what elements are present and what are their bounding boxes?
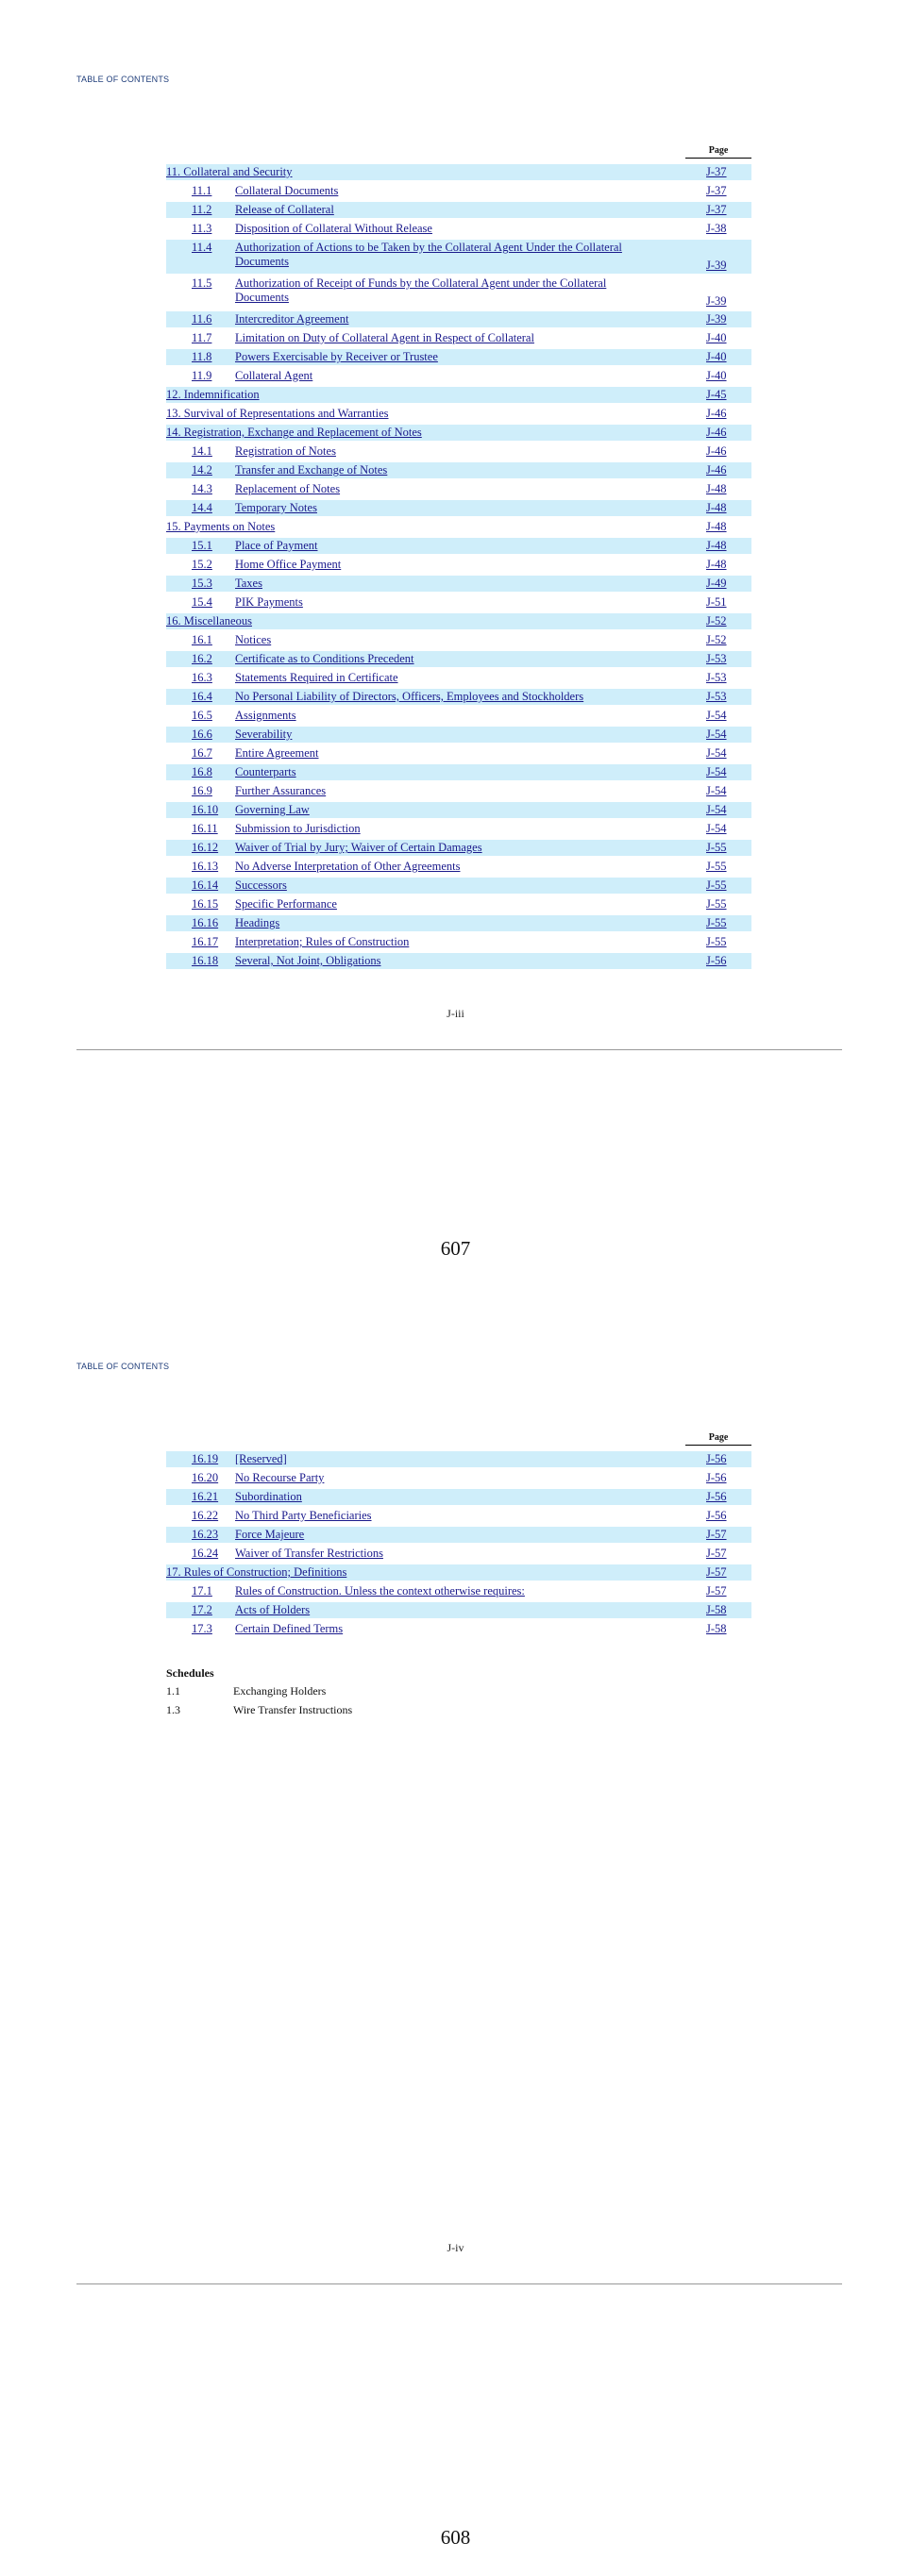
toc-section-title-link[interactable]: Specific Performance: [235, 897, 337, 911]
toc-section-number-link[interactable]: 11.2: [192, 203, 212, 216]
toc-section-title-link[interactable]: Intercreditor Agreement: [235, 312, 349, 326]
toc-page-link[interactable]: J-54: [706, 746, 727, 760]
toc-section-title-link[interactable]: Interpretation; Rules of Construction: [235, 935, 410, 948]
toc-row: [166, 1489, 751, 1505]
toc-page-link[interactable]: J-54: [706, 765, 727, 778]
toc-section-number-link[interactable]: 15.1: [192, 539, 212, 552]
toc-section-title-link[interactable]: Transfer and Exchange of Notes: [235, 463, 388, 477]
toc-row: [166, 1564, 751, 1581]
toc-section-number-link[interactable]: 11.4: [192, 241, 212, 254]
toc-row: [166, 1451, 751, 1467]
toc-section-title-link[interactable]: Certain Defined Terms: [235, 1622, 344, 1635]
toc-row: [166, 878, 751, 894]
toc-row: [166, 1470, 751, 1486]
toc-section-title-link[interactable]: Force Majeure: [235, 1528, 305, 1541]
toc-section-title-link[interactable]: Acts of Holders: [235, 1603, 311, 1616]
toc-page-link[interactable]: J-48: [706, 539, 727, 552]
toc-section-number-link[interactable]: 14.3: [192, 482, 212, 495]
toc-row: [166, 202, 751, 218]
toc-page-link[interactable]: J-48: [706, 558, 727, 571]
toc-page-link[interactable]: J-53: [706, 690, 727, 703]
toc-section-number-link[interactable]: 16.3: [192, 671, 212, 684]
toc-row: [166, 783, 751, 799]
toc-page-link[interactable]: J-49: [706, 577, 727, 590]
toc-article-link[interactable]: 11. Collateral and Security: [166, 165, 293, 178]
toc-row: [166, 651, 751, 667]
toc-section-title-link[interactable]: No Adverse Interpretation of Other Agreements: [235, 860, 461, 873]
toc-section-title-link[interactable]: Rules of Construction. Unless the context otherwise requires:: [235, 1584, 525, 1597]
toc-row: [166, 557, 751, 573]
toc-section-number-link[interactable]: 16.11: [192, 822, 218, 835]
toc-page-link[interactable]: J-56: [706, 954, 727, 967]
toc-article-link[interactable]: 17. Rules of Construction; Definitions: [166, 1565, 347, 1579]
toc-page-link[interactable]: J-46: [706, 407, 727, 420]
toc-section-title-link[interactable]: Waiver of Transfer Restrictions: [235, 1547, 383, 1560]
toc-page-link[interactable]: J-48: [706, 520, 727, 533]
toc-row: [166, 896, 751, 912]
toc-section-number-link[interactable]: 16.22: [192, 1509, 219, 1522]
toc-section-title-link[interactable]: Several, Not Joint, Obligations: [235, 954, 381, 967]
toc-section-number-link[interactable]: 16.21: [192, 1490, 219, 1503]
toc-row: [166, 745, 751, 761]
toc-section-title-link[interactable]: Collateral Documents: [235, 184, 339, 197]
toc-section-number-link[interactable]: 16.18: [192, 954, 219, 967]
toc-page-link[interactable]: J-52: [706, 633, 727, 646]
page-number: 608: [440, 2526, 471, 2549]
toc-section-title-link[interactable]: Replacement of Notes: [235, 482, 341, 495]
toc-section-number-link[interactable]: 15.3: [192, 577, 212, 590]
toc-page-link[interactable]: J-51: [706, 595, 727, 609]
toc-section-title-link[interactable]: Collateral Agent: [235, 369, 313, 382]
toc-section-number-link[interactable]: 16.6: [192, 728, 212, 741]
toc-article-link[interactable]: 15. Payments on Notes: [166, 520, 276, 533]
toc-row: [166, 934, 751, 950]
toc-row: [166, 840, 751, 856]
toc-section-number-link[interactable]: 16.7: [192, 746, 212, 760]
toc-row: [166, 349, 751, 365]
toc-section-title-link[interactable]: Authorization of Actions to be Taken by the Collateral Agent Under the Collateral Documents: [235, 241, 622, 268]
toc-row: [166, 670, 751, 686]
toc-section-number-link[interactable]: 15.4: [192, 595, 212, 609]
toc-row: [166, 368, 751, 384]
toc-page-link[interactable]: J-53: [706, 652, 727, 665]
toc-page-link[interactable]: J-53: [706, 671, 727, 684]
toc-page-link[interactable]: J-57: [706, 1528, 727, 1541]
toc-section-title-link[interactable]: Governing Law: [235, 803, 310, 816]
page-column-header: Page: [708, 1432, 729, 1443]
toc-row: [166, 727, 751, 743]
toc-section-number-link[interactable]: 16.17: [192, 935, 219, 948]
toc-page-link[interactable]: J-54: [706, 803, 727, 816]
toc-row: [166, 632, 751, 648]
toc-section-title-link[interactable]: No Personal Liability of Directors, Officers, Employees and Stockholders: [235, 690, 584, 703]
toc-page-link[interactable]: J-52: [706, 614, 727, 627]
toc-row: [166, 1583, 751, 1599]
toc-row: [166, 183, 751, 199]
toc-page-link[interactable]: J-56: [706, 1471, 727, 1484]
toc-page-link[interactable]: J-57: [706, 1547, 727, 1560]
toc-page-link[interactable]: J-55: [706, 878, 727, 892]
toc-page-link[interactable]: J-39: [706, 312, 727, 326]
toc-section-number-link[interactable]: 16.4: [192, 690, 212, 703]
toc-section-title-link[interactable]: Subordination: [235, 1490, 302, 1503]
toc-page-link[interactable]: J-55: [706, 916, 727, 929]
toc-row: [166, 764, 751, 780]
toc-page-link[interactable]: J-54: [706, 822, 727, 835]
toc-section-number-link[interactable]: 14.1: [192, 444, 212, 458]
toc-section-title-link[interactable]: [Reserved]: [235, 1452, 287, 1465]
toc-section-title-link[interactable]: Powers Exercisable by Receiver or Trustee: [235, 350, 438, 363]
toc-row: [166, 538, 751, 554]
toc-section-number-link[interactable]: 16.8: [192, 765, 212, 778]
toc-row: [166, 276, 751, 309]
toc-section-title-link[interactable]: Headings: [235, 916, 280, 929]
toc-row: [166, 708, 751, 724]
toc-section-number-link[interactable]: 11.5: [192, 276, 212, 290]
toc-section-title-link[interactable]: Severability: [235, 728, 293, 741]
toc-row: [166, 443, 751, 460]
schedule-title: Exchanging Holders: [233, 1684, 327, 1698]
toc-section-title-link[interactable]: PIK Payments: [235, 595, 303, 609]
toc-row: [166, 462, 751, 478]
toc-page-link[interactable]: J-46: [706, 426, 727, 439]
toc-section-number-link[interactable]: 16.5: [192, 709, 212, 722]
schedule-number: 1.1: [166, 1684, 180, 1698]
toc-page-link[interactable]: J-46: [706, 463, 727, 477]
toc-section-number-link[interactable]: 16.2: [192, 652, 212, 665]
toc-section-number-link[interactable]: 16.9: [192, 784, 212, 797]
toc-section-number-link[interactable]: 14.2: [192, 463, 212, 477]
toc-section-title-link[interactable]: Home Office Payment: [235, 558, 342, 571]
toc-page-link[interactable]: J-57: [706, 1584, 727, 1597]
toc-section-number-link[interactable]: 11.6: [192, 312, 212, 326]
toc-row: [166, 311, 751, 327]
toc-row: [166, 1621, 751, 1637]
toc-article-link[interactable]: 16. Miscellaneous: [166, 614, 252, 627]
toc-page-link[interactable]: J-55: [706, 935, 727, 948]
toc-page-link[interactable]: J-56: [706, 1509, 727, 1522]
toc-section-number-link[interactable]: 15.2: [192, 558, 212, 571]
toc-section-title-link[interactable]: Authorization of Receipt of Funds by the Collateral Agent under the Collateral Documents: [235, 276, 607, 304]
toc-section-title-link[interactable]: Waiver of Trial by Jury; Waiver of Certain Damages: [235, 841, 482, 854]
toc-page-link[interactable]: J-55: [706, 841, 727, 854]
toc-section-title-link[interactable]: Statements Required in Certificate: [235, 671, 398, 684]
toc-page-link[interactable]: J-46: [706, 444, 727, 458]
toc-section-number-link[interactable]: 16.19: [192, 1452, 219, 1465]
page-footer: J-iii: [447, 1007, 464, 1020]
toc-row: [166, 240, 751, 274]
toc-section-number-link[interactable]: 17.2: [192, 1603, 212, 1616]
toc-row: [166, 519, 751, 535]
page-divider: [76, 2283, 842, 2284]
toc-page-link[interactable]: J-55: [706, 860, 727, 873]
toc-section-title-link[interactable]: Entire Agreement: [235, 746, 319, 760]
toc-section-title-link[interactable]: Limitation on Duty of Collateral Agent in Respect of Collateral: [235, 331, 534, 344]
toc-section-number-link[interactable]: 16.24: [192, 1547, 219, 1560]
header-underline: [685, 1445, 751, 1446]
toc-row: [166, 1508, 751, 1524]
toc-page-link[interactable]: J-56: [706, 1452, 727, 1465]
toc-section-number-link[interactable]: 11.8: [192, 350, 212, 363]
toc-section-number-link[interactable]: 16.23: [192, 1528, 219, 1541]
toc-section-title-link[interactable]: Successors: [235, 878, 287, 892]
toc-page-link[interactable]: J-54: [706, 784, 727, 797]
toc-section-title-link[interactable]: Counterparts: [235, 765, 296, 778]
page-footer: J-iv: [447, 2241, 464, 2254]
toc-row: [166, 481, 751, 497]
toc-section-number-link[interactable]: 16.10: [192, 803, 219, 816]
page-divider: [76, 1049, 842, 1050]
toc-section-title-link[interactable]: Notices: [235, 633, 272, 646]
toc-page-link[interactable]: J-58: [706, 1603, 727, 1616]
toc-section-number-link[interactable]: 16.15: [192, 897, 219, 911]
toc-page-link[interactable]: J-54: [706, 709, 727, 722]
toc-section-title-link[interactable]: Submission to Jurisdiction: [235, 822, 361, 835]
toc-section-number-link[interactable]: 16.12: [192, 841, 219, 854]
toc-page-link[interactable]: J-48: [706, 501, 727, 514]
toc-section-number-link[interactable]: 16.20: [192, 1471, 219, 1484]
toc-page-link[interactable]: J-37: [706, 184, 727, 197]
toc-article-link[interactable]: 14. Registration, Exchange and Replacement of Notes: [166, 426, 422, 439]
toc-section-title-link[interactable]: Release of Collateral: [235, 203, 334, 216]
toc-page-link[interactable]: J-38: [706, 222, 727, 235]
toc-article-link[interactable]: 12. Indemnification: [166, 388, 260, 401]
toc-page-link[interactable]: J-39: [706, 294, 727, 308]
header-underline: [685, 158, 751, 159]
toc-row: [166, 576, 751, 592]
toc-section-title-link[interactable]: Taxes: [235, 577, 262, 590]
page-number: 607: [440, 1237, 471, 1260]
toc-section-title-link[interactable]: Place of Payment: [235, 539, 318, 552]
toc-section-title-link[interactable]: Certificate as to Conditions Precedent: [235, 652, 414, 665]
toc-page-link[interactable]: J-58: [706, 1622, 727, 1635]
page-column-header: Page: [708, 145, 729, 156]
toc-page-link[interactable]: J-37: [706, 165, 727, 178]
toc-page-link[interactable]: J-56: [706, 1490, 727, 1503]
toc-row: [166, 594, 751, 611]
toc-section-title-link[interactable]: Disposition of Collateral Without Release: [235, 222, 432, 235]
toc-section-title-link[interactable]: Assignments: [235, 709, 296, 722]
toc-section-number-link[interactable]: 11.1: [192, 184, 212, 197]
toc-article-link[interactable]: 13. Survival of Representations and Warranties: [166, 407, 389, 420]
schedules-heading: Schedules: [166, 1666, 214, 1680]
toc-page-link[interactable]: J-45: [706, 388, 727, 401]
schedule-title: Wire Transfer Instructions: [233, 1703, 353, 1716]
toc-page-link[interactable]: J-40: [706, 350, 727, 363]
toc-row: [166, 689, 751, 705]
toc-section-number-link[interactable]: 17.1: [192, 1584, 212, 1597]
table-of-contents-link[interactable]: TABLE OF CONTENTS: [76, 1362, 170, 1371]
toc-page-link[interactable]: J-40: [706, 331, 727, 344]
toc-section-number-link[interactable]: 11.7: [192, 331, 212, 344]
toc-row: [166, 500, 751, 516]
toc-page-link[interactable]: J-54: [706, 728, 727, 741]
table-of-contents-link[interactable]: TABLE OF CONTENTS: [76, 75, 170, 84]
toc-section-title-link[interactable]: No Third Party Beneficiaries: [235, 1509, 372, 1522]
toc-row: [166, 425, 751, 441]
toc-section-title-link[interactable]: Temporary Notes: [235, 501, 317, 514]
toc-row: [166, 1546, 751, 1562]
toc-section-number-link[interactable]: 16.13: [192, 860, 219, 873]
toc-section-title-link[interactable]: No Recourse Party: [235, 1471, 325, 1484]
toc-page-link[interactable]: J-39: [706, 259, 727, 272]
toc-row: [166, 802, 751, 818]
toc-row: [166, 613, 751, 629]
toc-row: [166, 221, 751, 237]
toc-page-link[interactable]: J-57: [706, 1565, 727, 1579]
toc-row: [166, 406, 751, 422]
toc-page-link[interactable]: J-37: [706, 203, 727, 216]
toc-section-title-link[interactable]: Registration of Notes: [235, 444, 336, 458]
toc-row: [166, 821, 751, 837]
toc-row: [166, 330, 751, 346]
toc-section-number-link[interactable]: 11.3: [192, 222, 212, 235]
toc-section-title-link[interactable]: Further Assurances: [235, 784, 327, 797]
toc-row: [166, 953, 751, 969]
toc-row: [166, 1602, 751, 1618]
toc-section-number-link[interactable]: 14.4: [192, 501, 212, 514]
toc-row: [166, 164, 751, 180]
toc-row: [166, 1527, 751, 1543]
toc-section-number-link[interactable]: 16.1: [192, 633, 212, 646]
toc-section-number-link[interactable]: 16.16: [192, 916, 219, 929]
schedule-number: 1.3: [166, 1703, 180, 1716]
toc-row: [166, 387, 751, 403]
toc-page-link[interactable]: J-40: [706, 369, 727, 382]
toc-section-number-link[interactable]: 17.3: [192, 1622, 212, 1635]
toc-page-link[interactable]: J-48: [706, 482, 727, 495]
toc-row: [166, 859, 751, 875]
toc-section-number-link[interactable]: 16.14: [192, 878, 219, 892]
toc-page-link[interactable]: J-55: [706, 897, 727, 911]
toc-row: [166, 915, 751, 931]
toc-section-number-link[interactable]: 11.9: [192, 369, 212, 382]
